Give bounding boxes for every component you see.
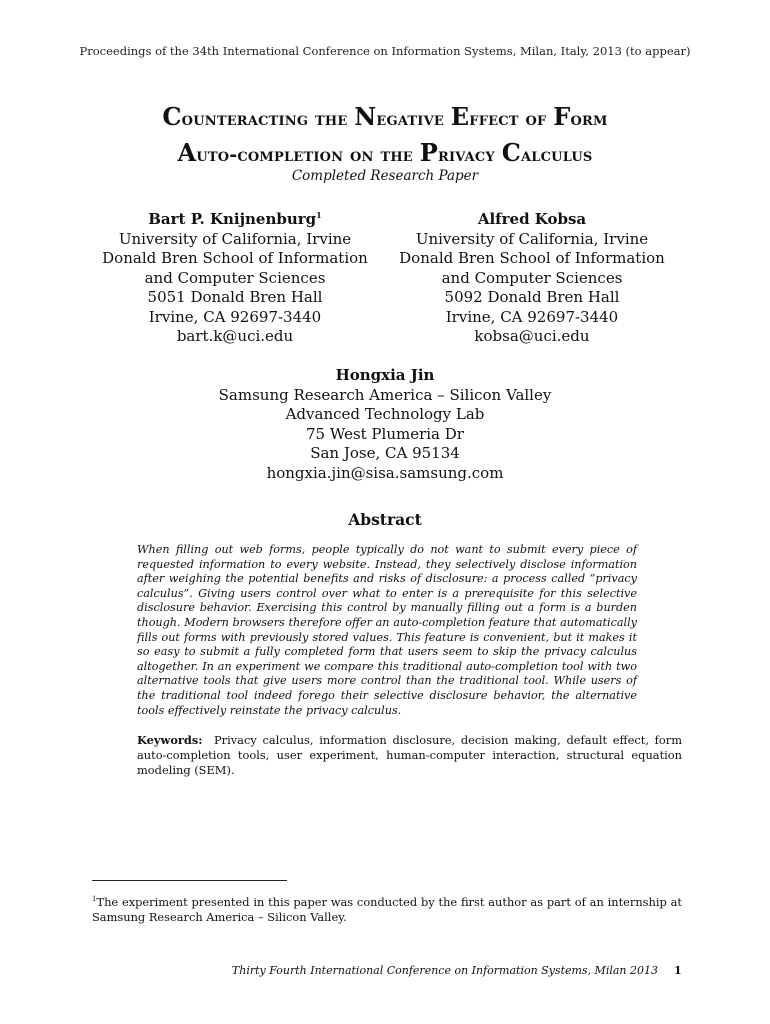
author-department: Donald Bren School of Information: [102, 249, 368, 267]
title-line-2: [0, 136, 770, 172]
title-line-1: [0, 100, 770, 136]
author-address: Irvine, CA 92697-3440: [445, 307, 619, 326]
author-department: and Computer Sciences: [441, 268, 623, 287]
keywords: [137, 733, 682, 779]
title-initial: C: [162, 102, 182, 131]
author-department: Advanced Technology Lab: [285, 405, 485, 423]
paper-type: Completed Research Paper: [291, 168, 479, 184]
running-header: Proceedings of the 34th International Conference on Information Systems, Milan, Italy, 2013 (to appear): [79, 44, 691, 58]
abstract-heading: Abstract: [348, 510, 422, 529]
keywords-text: Privacy calculus, information disclosure, decision making, default effect, form auto-completion tools, user experiment, human-computer interaction, structural equation modeling (SEM).: [137, 733, 683, 778]
footnote-text: The experiment presented in this paper was conducted by the first author as part of an internship at Samsung Research America – Silicon Valley.: [92, 895, 682, 925]
title-word: orm: [570, 108, 608, 130]
title-initial: E: [450, 102, 470, 131]
footnote-marker: 1: [92, 895, 97, 904]
running-footer: Thirty Fourth International Conference on Information Systems, Milan 2013: [231, 964, 658, 977]
author-email: hongxia.jin@sisa.samsung.com: [266, 463, 504, 482]
footnote-rule: [92, 880, 287, 881]
footnote: [92, 895, 682, 925]
author-name: Alfred Kobsa: [477, 210, 587, 228]
author-email: bart.k@uci.edu: [176, 327, 294, 345]
author-department: Donald Bren School of Information: [399, 249, 665, 267]
author-name: Hongxia Jin: [335, 366, 435, 384]
page-number: 1: [674, 964, 682, 977]
author-block-knijnenburg: [90, 210, 380, 347]
keywords-label: Keywords:: [137, 733, 203, 747]
author-affiliation: University of California, Irvine: [415, 229, 649, 248]
title-word: alculus: [521, 144, 593, 166]
author-affiliation: Samsung Research America – Silicon Valley: [218, 385, 552, 404]
author-address: Irvine, CA 92697-3440: [148, 307, 322, 326]
title-word: uto-completion on the: [196, 144, 420, 166]
title-initial: A: [177, 138, 197, 167]
title-word: ffect of: [469, 108, 554, 130]
author-address: 5092 Donald Bren Hall: [444, 288, 620, 306]
author-email: kobsa@uci.edu: [474, 327, 590, 345]
title-initial: F: [553, 102, 571, 131]
title-initial: N: [354, 102, 377, 131]
author-department: and Computer Sciences: [144, 268, 326, 287]
title-initial: C: [501, 138, 521, 167]
author-affiliation: University of California, Irvine: [118, 229, 352, 248]
title-word: ounteracting the: [181, 108, 355, 130]
footnote-marker: 1: [316, 210, 322, 220]
abstract-text: When filling out web forms, people typically do not want to submit every piece of requested information to every website. Instead, they selectively disclose information after weighing the potential benefits and risks of disclosure: a process called “privacy calculus”. Giving users control over what to enter is a prerequisite for this selective disclosure behavior. Exercising this control by manually filling out a form is a burden though. Modern browsers therefore offer an auto-completion feature that automatically fills out forms with previously stored values. This feature is convenient, but it makes it so easy to submit a fully completed form that users seem to skip the privacy calculus altogether. In an experiment we compare this traditional auto-completion tool with two alternative tools that give users more control than the traditional tool. While users of the traditional tool indeed forego their selective disclosure behavior, the alternative tools effectively reinstate the privacy calculus.: [137, 543, 637, 717]
author-block-jin: [185, 366, 585, 483]
author-name: Bart P. Knijnenburg$^1$: [148, 210, 322, 228]
author-block-kobsa: [392, 210, 672, 347]
title-initial: P: [419, 138, 438, 167]
title-word: egative: [376, 108, 451, 130]
title-word: rivacy: [437, 144, 502, 166]
paper-title: [0, 100, 770, 172]
author-address: 75 West Plumeria Dr: [306, 424, 464, 443]
author-address: San Jose, CA 95134: [310, 444, 460, 462]
author-address: 5051 Donald Bren Hall: [147, 288, 323, 306]
